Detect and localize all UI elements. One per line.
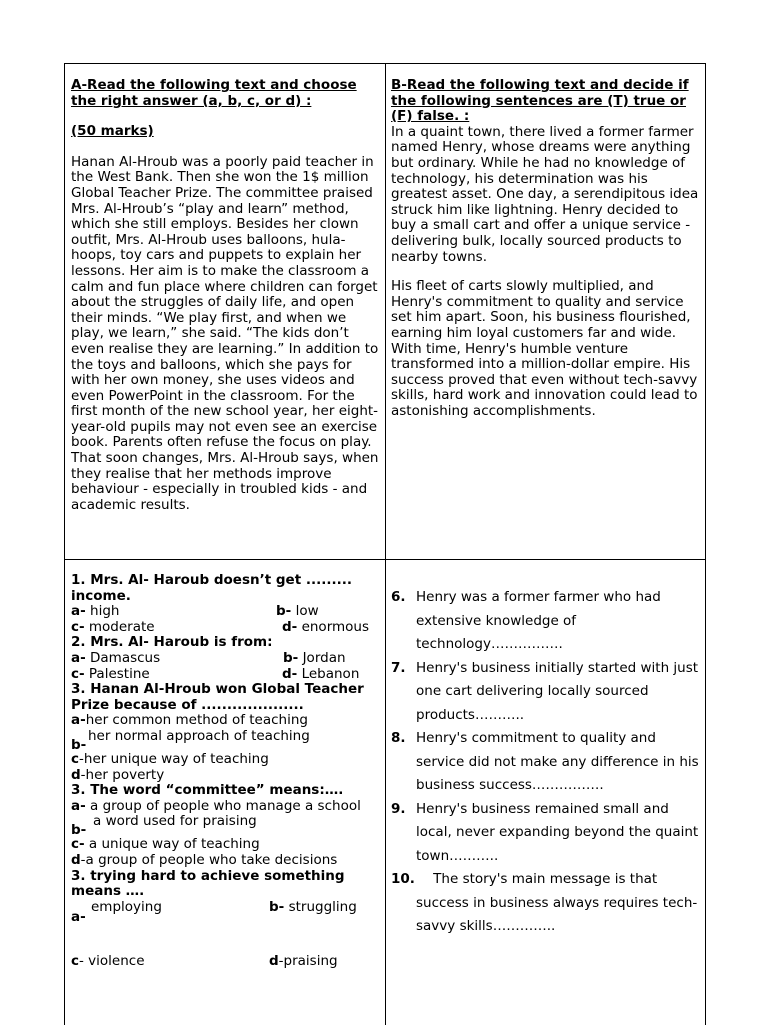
question-3-option-d-row [71, 768, 379, 784]
statement-10 [391, 868, 701, 939]
question-4-option-b-row [71, 814, 379, 837]
section-a-marks: (50 marks) [71, 123, 154, 140]
option-label: c- [71, 618, 85, 635]
question-5-option-d: -praising [278, 952, 338, 969]
question-4-option-a-row [71, 799, 379, 815]
statement-text: Henry's commitment to quality and service did not make any difference in his business success……………. [416, 730, 699, 793]
statement-number: 8. [391, 730, 406, 746]
option-label: b- [283, 649, 299, 666]
question-5-option-b: struggling [284, 898, 357, 915]
question-3-option-c: -her unique way of teaching [79, 750, 269, 767]
column-divider [385, 64, 386, 1025]
question-3-option-a: her common method of teaching [85, 712, 308, 729]
option-label: b- [71, 822, 87, 839]
question-4-option-c-row [71, 837, 379, 853]
row-divider [65, 559, 705, 560]
option-label: a- [71, 908, 86, 925]
section-b-heading: B-Read the following text and decide if the following sentences are (T) true or (F) false. : [391, 77, 689, 125]
statement-7 [391, 657, 701, 728]
option-label: a- [71, 712, 86, 729]
option-label: d [269, 952, 279, 969]
question-5-options-cd [71, 954, 379, 970]
question-1-options-ab [71, 604, 379, 620]
section-a-passage: Hanan Al-Hroub was a poorly paid teacher in the West Bank. Then she won the 1$ million Global Teacher Prize. The committee praised Mrs. Al-Hroub’s “play and learn” method, which she still employs. Besides her clown outfit, Mrs. Al-Hroub uses balloons, hula-hoops, toy cars and puppets to explain her lessons. Her aim is to make the classroom a calm and fun place where children can forget about the struggles of daily life, and open their minds. “We play first, and when we play, we learn,” she said. “The kids don’t even realise they are learning.” In addition to the toys and balloons, which she pays for with her own money, she uses videos and even PowerPoint in the classroom. For the first month of the new school year, her eight-year-old pupils may not even see an exercise book. Parents often refuse the focus on play. That soon changes, Mrs. Al-Hroub says, when they realise that her methods improve behaviour - especially in troubled kids - and academic results. [71, 153, 379, 513]
option-label: a- [71, 649, 86, 666]
statement-6 [391, 586, 701, 657]
option-label: b- [276, 603, 292, 620]
question-3-title: 3. Hanan Al-Hroub won Global Teacher Prize because of .................... [71, 681, 364, 713]
section-b-paragraph-2: His fleet of carts slowly multiplied, and Henry's commitment to quality and service set him apart. Soon, his business flourished, earning him loyal customers far and wide. With time, Henry's humble venture transformed into a million-dollar empire. His success proved that even without tech-savvy skills, hard work and innovation could lead to astonishing accomplishments. [391, 278, 698, 419]
question-1-option-d: enormous [297, 618, 370, 635]
statement-text: Henry was a former farmer who had extensive knowledge of technology……………. [416, 589, 661, 652]
statement-number: 10. [391, 871, 415, 887]
question-4-option-b: a word used for praising [93, 813, 257, 830]
question-1-options-cd [71, 620, 379, 636]
statement-8 [391, 727, 701, 798]
option-label: a- [71, 603, 86, 620]
question-4-option-c: a unique way of teaching [84, 836, 260, 853]
question-2-option-a: Damascus [85, 649, 161, 666]
section-b-paragraph-1: In a quaint town, there lived a former farmer named Henry, whose dreams were anything but ordinary. While he had no knowledge of technology, his determination was his greatest asset. One day, a serendipitous idea struck him like lightning. Henry decided to buy a small cart and offer a unique service - delivering bulk, locally sourced products to nearby towns. [391, 123, 699, 265]
option-label: d [71, 766, 81, 783]
option-label: c [71, 750, 80, 767]
question-2-options-ab [71, 651, 379, 667]
option-label: b- [269, 898, 285, 915]
question-2-options-cd [71, 667, 379, 683]
statement-9 [391, 798, 701, 869]
question-5-option-a: employing [91, 898, 162, 915]
question-5-options-ab [71, 900, 379, 923]
option-label: d [71, 851, 81, 868]
question-3-option-c-row [71, 752, 379, 768]
statement-text: Henry's business initially started with just one cart delivering locally sourced products……….. [416, 659, 699, 723]
question-1-option-c: moderate [84, 618, 155, 635]
statement-text: The story's main message is that success in business always requires tech-savvy skills………….. [416, 871, 698, 934]
option-label: c- [71, 665, 85, 682]
question-2-option-d: Lebanon [297, 665, 360, 682]
question-4-option-d: -a group of people who take decisions [80, 851, 338, 868]
question-1-title: 1. Mrs. Al- Haroub doesn’t get ......... income. [71, 572, 353, 604]
option-label: c [71, 952, 80, 969]
section-a-heading-line1: A-Read the following text and choose [71, 77, 357, 93]
section-b-passage-cell [391, 78, 701, 419]
question-2-title: 2. Mrs. Al- Haroub is from: [71, 634, 273, 651]
question-5-title: 3. trying hard to achieve something means …. [71, 867, 345, 900]
statement-text: Henry's business remained small and local, never expanding beyond the quaint town……….. [416, 800, 699, 864]
option-label: d- [282, 665, 298, 682]
option-label: b- [71, 736, 87, 753]
question-4-option-d-row [71, 853, 379, 869]
question-5-option-c: - violence [79, 952, 145, 969]
statement-number: 7. [391, 659, 406, 676]
section-b-statements [391, 586, 701, 939]
section-a-heading-line2: the right answer (a, b, c, or d) : [71, 92, 312, 109]
question-1-option-b: low [291, 603, 319, 620]
question-1-option-a: high [85, 603, 120, 620]
section-a-passage-cell [71, 78, 379, 513]
worksheet-table [64, 63, 706, 1025]
question-3-option-b: her normal approach of teaching [88, 727, 310, 744]
statement-number: 9. [391, 800, 406, 817]
option-label: c- [71, 836, 85, 853]
question-3-option-a-row [71, 713, 379, 729]
question-2-option-c: Palestine [84, 665, 150, 682]
section-a-questions [71, 573, 379, 969]
question-4-title: 3. The word “committee” means:…. [71, 782, 344, 799]
question-2-option-b: Jordan [298, 649, 346, 666]
option-label: a- [71, 797, 86, 814]
option-label: d- [282, 618, 298, 635]
statement-number: 6. [391, 589, 406, 605]
question-3-option-b-row [71, 729, 379, 752]
question-4-option-a: a group of people who manage a school [85, 797, 361, 814]
question-3-option-d: -her poverty [80, 766, 165, 783]
